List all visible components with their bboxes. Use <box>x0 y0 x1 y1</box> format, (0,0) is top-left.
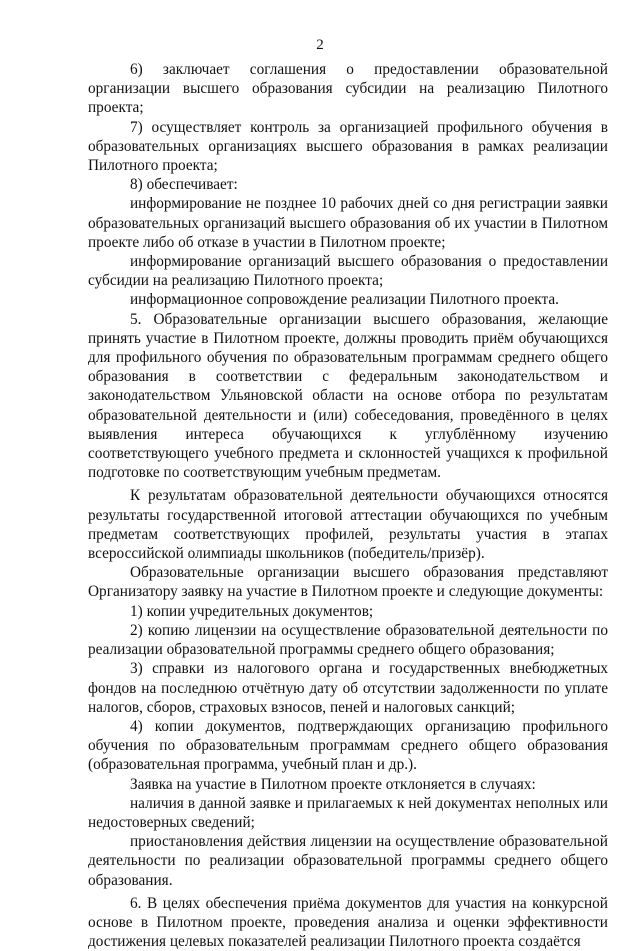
paragraph-7: 7) осуществляет контроль за организацией профильного обучения в образовательных организациях высшего образования в рамках реализации Пилотного проекта; <box>88 118 608 175</box>
paragraph-8-item-1: информирование не позднее 10 рабочих дней со дня регистрации заявки образовательных организаций высшего образования об их участии в Пилотном проекте либо об отказе в участии в Пилотном проекте; <box>88 195 608 251</box>
rejection-intro: Заявка на участие в Пилотном проекте отклоняется в случаях: <box>130 775 536 793</box>
section-5-results: К результатам образовательной деятельности обучающихся относятся результаты государственной итоговой аттестации обучающихся по учебным предметам соответствующих профилей, результаты участия в этапах всероссийской олимпиады школьников (победитель/призёр). <box>88 487 608 563</box>
rejection-case-2: приостановления действия лицензии на осуществление образовательной деятельности по реализации образовательной программы среднего общего образования. <box>88 833 608 889</box>
paragraph-8-item-3: информационное сопровождение реализации Пилотного проекта. <box>130 291 559 309</box>
paragraph-8-item-2: информирование организаций высшего образования о предоставлении субсидии на реализацию Пилотного проекта; <box>88 253 608 290</box>
section-5-documents-intro: Образовательные организации высшего образования представляют Организатору заявку на участие в Пилотном проекте и следующие документы: <box>88 564 608 601</box>
section-6: 6. В целях обеспечения приёма документов для участия на конкурсной основе в Пилотном проекте, проведения анализа и оценки эффективности достижения целевых показателей реализации Пилотного проекта создаётся <box>88 894 608 951</box>
paragraph-6: 6) заключает соглашения о предоставлении образовательной организации высшего образования субсидии на реализацию Пилотного проекта; <box>88 61 608 117</box>
document-item-4: 4) копии документов, подтверждающих организацию профильного обучения по образовательным программам среднего общего образования (образовательная программа, учебный план и др.). <box>88 717 608 774</box>
document-item-1: 1) копии учредительных документов; <box>130 602 374 620</box>
document-body <box>88 60 608 951</box>
rejection-case-1: наличия в данной заявке и прилагаемых к ней документах неполных или недостоверных сведений; <box>88 794 608 831</box>
section-5: 5. Образовательные организации высшего образования, желающие принять участие в Пилотном проекте, должны проводить приём обучающихся для профильного обучения по образовательным программам среднего общего образования в соответствии с федеральным законодательством и законодательством Ульяновской области на основе отбора по результатам образовательной деятельности и (или) собеседования, проведённого в целях выявления интереса обучающихся к углублённому изучению соответствующего учебного предмета и склонностей учащихся к профильной подготовке по соответствующим учебным предметам. <box>88 310 608 482</box>
document-item-2: 2) копию лицензии на осуществление образовательной деятельности по реализации образовательной программы среднего общего образования; <box>88 621 608 659</box>
document-item-3: 3) справки из налогового органа и государственных внебюджетных фондов на последнюю отчётную дату об отсутствии задолженности по уплате налогов, сборов, страховых взносов, пеней и налоговых санкций; <box>88 660 608 716</box>
page-number: 2 <box>316 37 324 53</box>
paragraph-8: 8) обеспечивает: <box>130 176 238 194</box>
